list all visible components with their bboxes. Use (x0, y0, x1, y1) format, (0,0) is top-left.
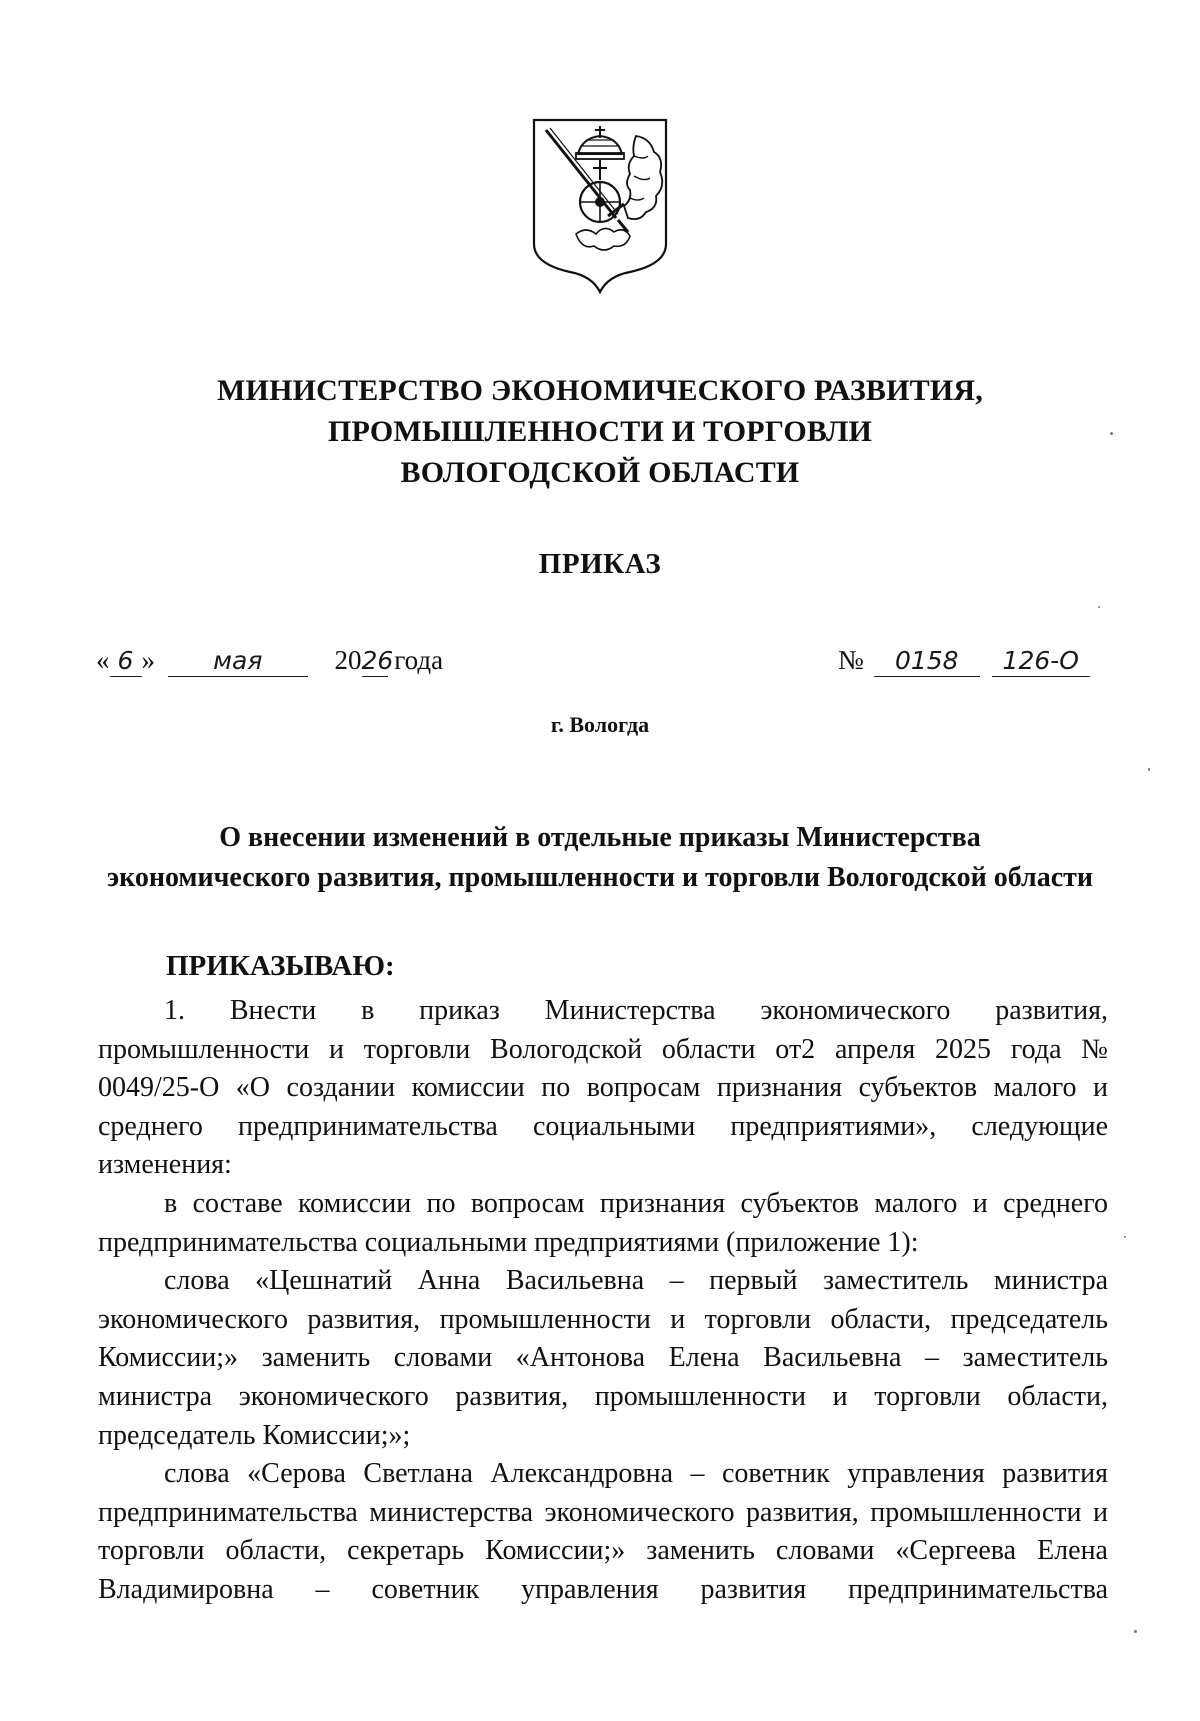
body-line: изменения: (98, 1149, 232, 1181)
subject-line-2: экономического развития, промышленности и торговли Вологодской области (106, 862, 1094, 893)
body-line: слова «Серова Светлана Александровна – советник управления развития (164, 1458, 1108, 1490)
body-line: предпринимательства министерства экономического развития, промышленности и (98, 1496, 1108, 1528)
body-line: министра экономического развития, промышленности и торговли области, (98, 1380, 1108, 1412)
document-body (98, 992, 1108, 1610)
document-date (96, 645, 443, 677)
date-year-prefix: 20 (334, 645, 362, 675)
date-year-suffix: 26 (361, 646, 394, 675)
document-number (838, 645, 1090, 677)
body-line: экономического развития, промышленности и торговли области, председатель (98, 1303, 1108, 1335)
body-line: Комиссии;» заменить словами «Антонова Елена Васильевна – заместитель (98, 1342, 1108, 1374)
ministry-line-1: МИНИСТЕРСТВО ЭКОНОМИЧЕСКОГО РАЗВИТИЯ, (217, 374, 983, 407)
date-day: 6 (110, 646, 142, 677)
scan-speck (1148, 768, 1150, 771)
scan-speck (1134, 1630, 1137, 1633)
body-line: в составе комиссии по вопросам признания субъектов малого и среднего (164, 1187, 1108, 1219)
body-line: Владимировна – советник управления развития предпринимательства (98, 1573, 1108, 1605)
body-line: промышленности и торговли Вологодской области от2 апреля 2025 года № (98, 1033, 1108, 1065)
body-line: среднего предпринимательства социальными предприятиями», следующие (98, 1110, 1108, 1142)
document-type: ПРИКАЗ (538, 548, 662, 580)
date-close-quote: » (141, 645, 155, 675)
ministry-line-2: ПРОМЫШЛЕННОСТИ И ТОРГОВЛИ (327, 415, 873, 448)
ministry-name (0, 370, 1200, 493)
document-subject (0, 818, 1200, 898)
scan-speck (1124, 1236, 1126, 1238)
scan-speck (1098, 606, 1100, 608)
scan-speck (1110, 432, 1113, 435)
number-sign: № (838, 645, 864, 675)
order-heading: ПРИКАЗЫВАЮ: (166, 950, 395, 982)
body-line: 1. Внести в приказ Министерства экономического развития, (164, 995, 1108, 1026)
date-year-word: года (394, 645, 444, 675)
date-month: мая (168, 646, 308, 677)
body-line: торговли области, секретарь Комиссии;» заменить словами «Сергеева Елена (98, 1535, 1108, 1567)
city: г. Вологда (550, 712, 650, 737)
body-line: предпринимательства социальными предприятиями (приложение 1): (98, 1226, 919, 1258)
ministry-line-3: ВОЛОГОДСКОЙ ОБЛАСТИ (400, 456, 800, 489)
body-line: председатель Комиссии;»; (98, 1419, 411, 1451)
body-line: слова «Цешнатий Анна Васильевна – первый заместитель министра (164, 1265, 1108, 1297)
subject-line-1: О внесении изменений в отдельные приказы Министерства (219, 822, 981, 853)
date-open-quote: « (96, 645, 110, 675)
body-line: 0049/25-О «О создании комиссии по вопросам признания субъектов малого и (98, 1072, 1108, 1104)
number-part-2: 126-О (992, 646, 1090, 677)
coat-of-arms-icon (530, 116, 670, 294)
number-part-1: 0158 (874, 646, 980, 677)
